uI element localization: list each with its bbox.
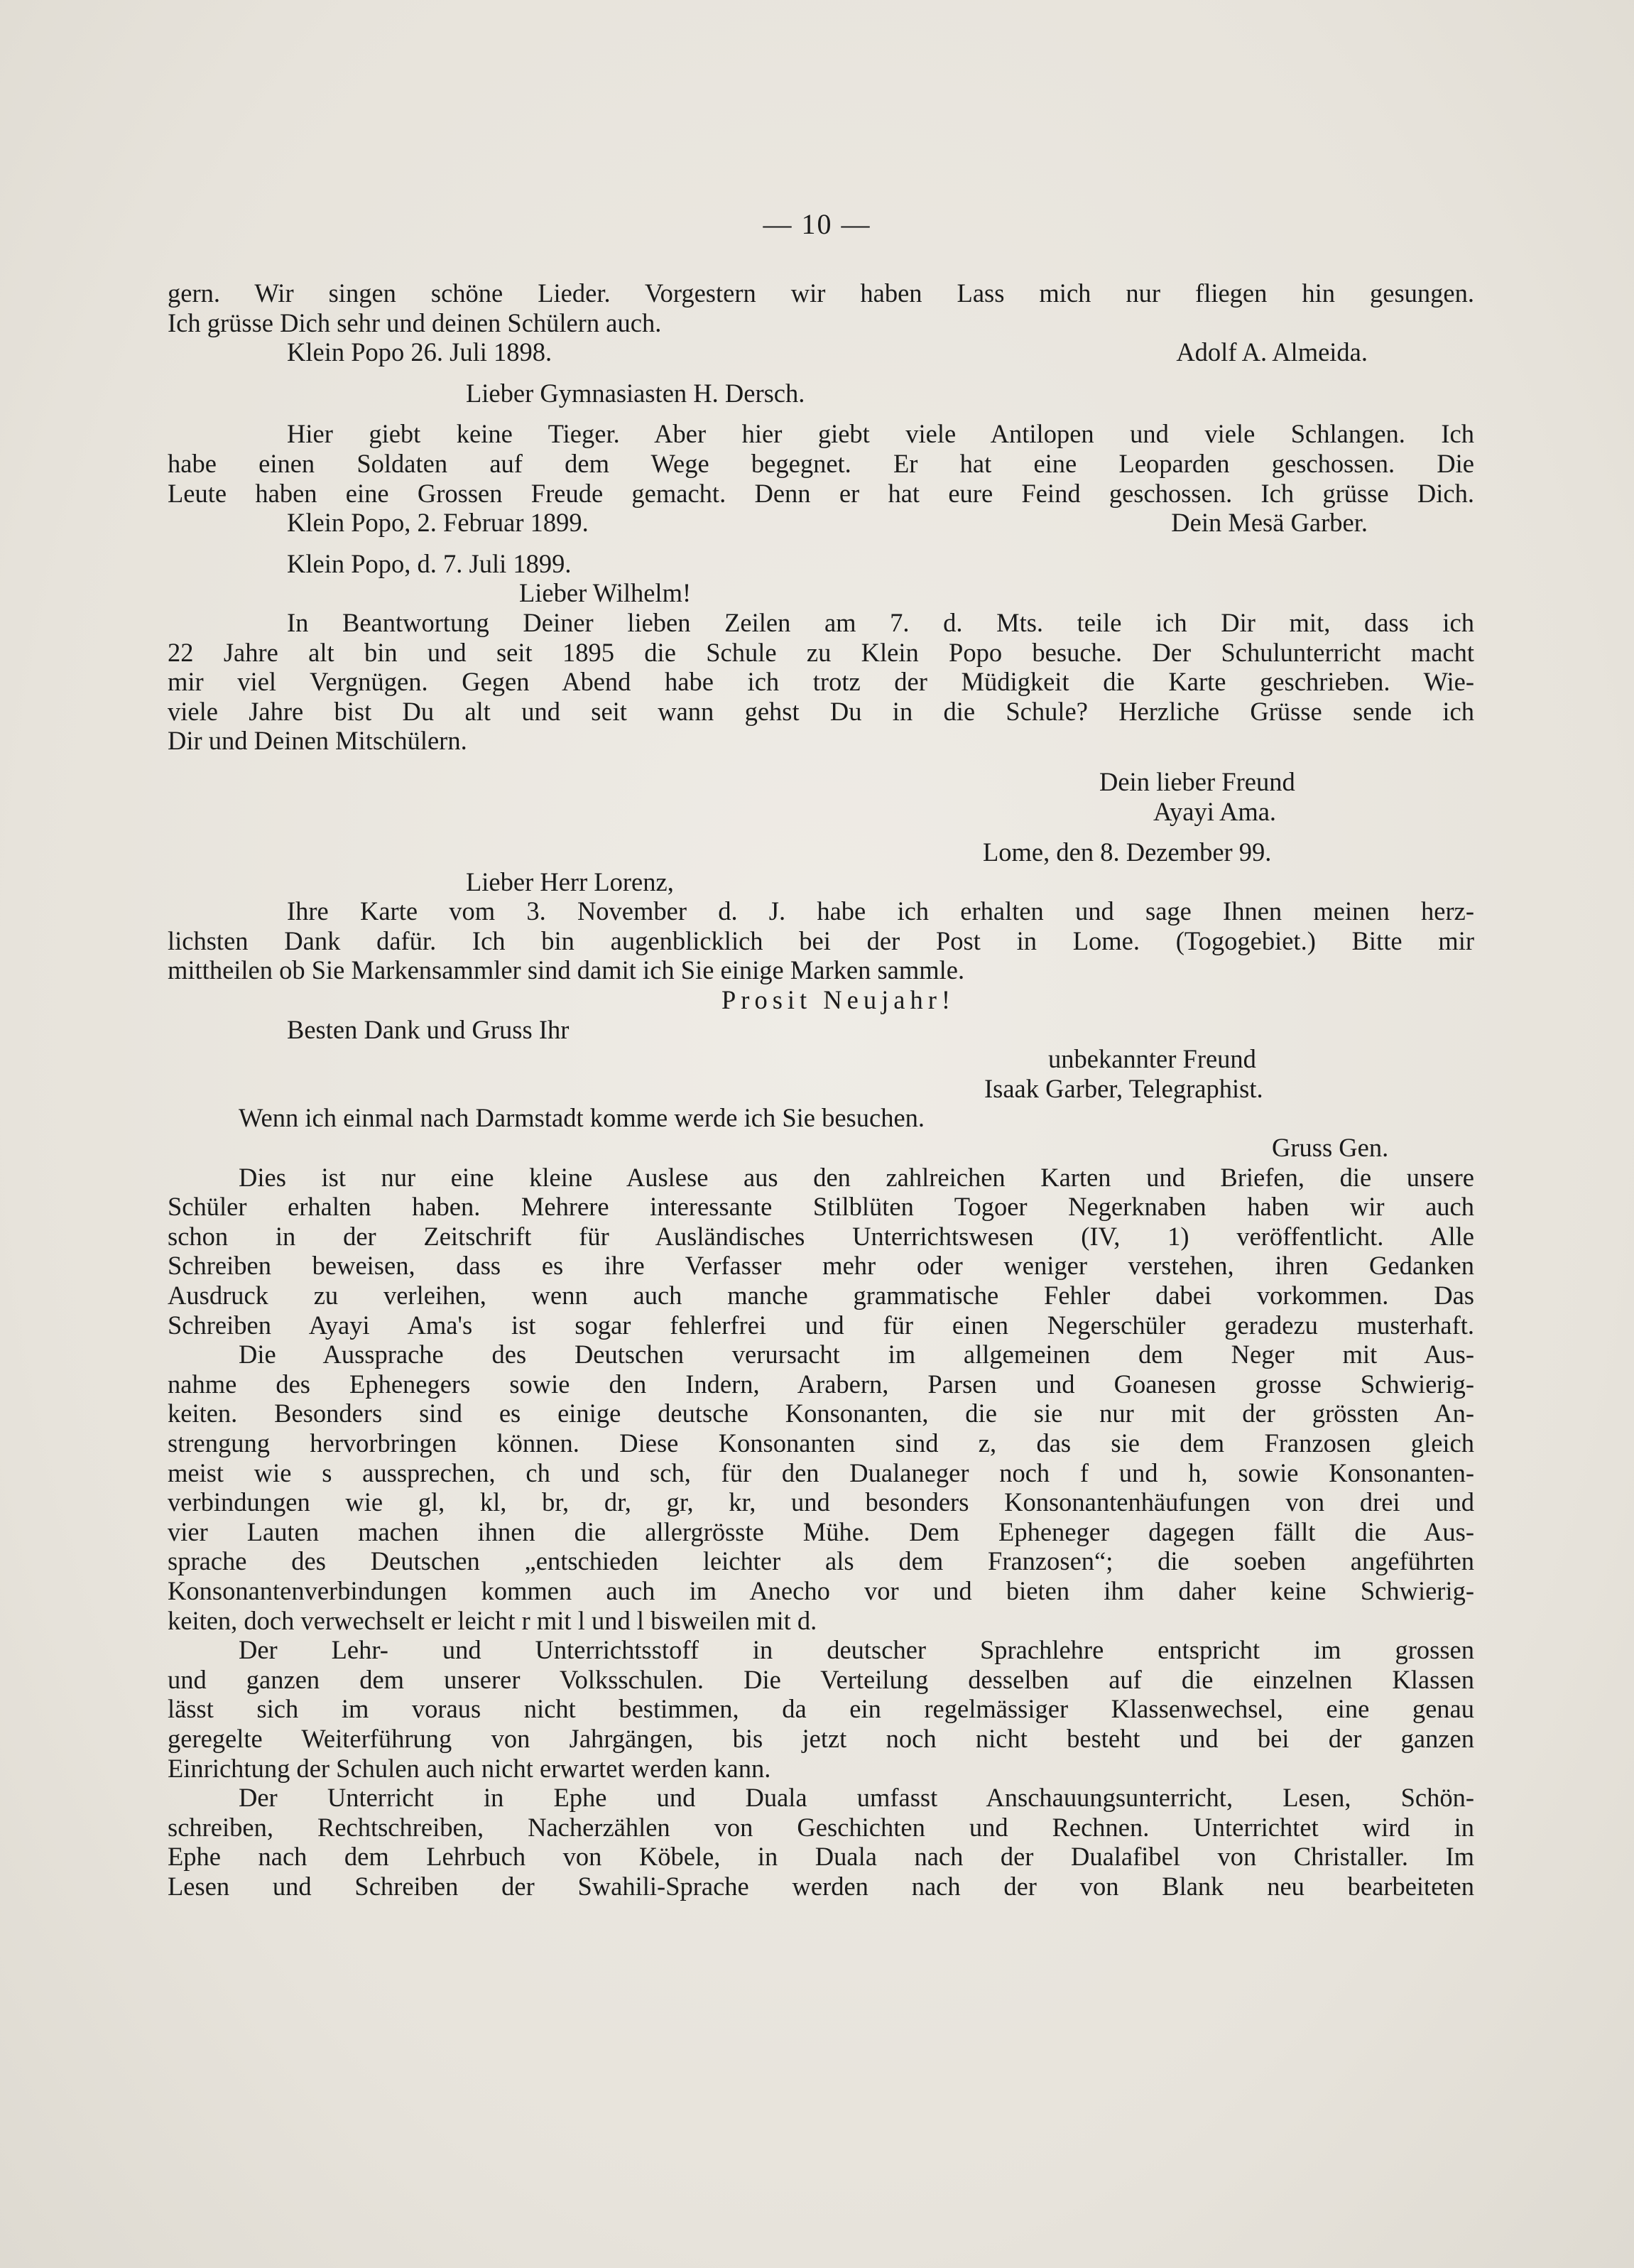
paragraph-line: strengung hervorbringen können. Diese Konsonanten sind z, das sie dem Franzosen gleich xyxy=(168,1428,1474,1458)
paragraph-line: Der Lehr- und Unterrichtsstoff in deutscher Sprachlehre entspricht im grossen xyxy=(239,1635,1474,1665)
paragraph-line: mittheilen ob Sie Markensammler sind damit ich Sie einige Marken sammle. xyxy=(168,955,965,985)
paragraph-line: Ich grüsse Dich sehr und deinen Schülern auch. xyxy=(168,308,662,337)
paragraph-line: Schüler erhalten haben. Mehrere interessante Stilblüten Togoer Negerknaben haben wir auch xyxy=(168,1192,1474,1222)
paragraph-line: habe einen Soldaten auf dem Wege begegnet. Er hat eine Leoparden geschossen. Die xyxy=(168,448,1474,478)
paragraph-line: lässt sich im voraus nicht bestimmen, da ein regelmässiger Klassenwechsel, eine genau xyxy=(168,1694,1474,1724)
paragraph-line: Die Aussprache des Deutschen verursacht im allgemeinen dem Neger mit Aus- xyxy=(239,1340,1474,1369)
letter-signature-row xyxy=(168,508,1474,538)
paragraph-line: keiten. Besonders sind es einige deutsche Konsonanten, die sie nur mit der grössten An- xyxy=(168,1399,1474,1428)
letter-salutation: Lieber Gymnasiasten H. Dersch. xyxy=(466,378,805,408)
paragraph-line: vier Lauten machen ihnen die allergrösste Mühe. Dem Epheneger dagegen fällt die Aus- xyxy=(168,1516,1474,1546)
paragraph-line: und ganzen dem unserer Volksschulen. Die Verteilung desselben auf die einzelnen Klassen xyxy=(168,1664,1474,1694)
paragraph-line: viele Jahre bist Du alt und seit wann gehst Du in die Schule? Herzliche Grüsse sende ich xyxy=(168,696,1474,726)
letter-salutation: Lieber Wilhelm! xyxy=(519,578,692,608)
paragraph-line: Lesen und Schreiben der Swahili-Sprache werden nach der von Blank neu bearbeiteten xyxy=(168,1871,1474,1901)
letter-salutation: Lieber Herr Lorenz, xyxy=(466,867,674,896)
letter-signature: Gruss Gen. xyxy=(1272,1133,1389,1163)
paragraph-line: Ausdruck zu verleihen, wenn auch manche grammatische Fehler dabei vorkommen. Das xyxy=(168,1281,1474,1310)
paragraph-line: Leute haben eine Grossen Freude gemacht. Denn er hat eure Feind geschossen. Ich grüsse Dich. xyxy=(168,478,1474,508)
paragraph-line: gern. Wir singen schöne Lieder. Vorgestern wir haben Lass mich nur fliegen hin gesungen. xyxy=(168,278,1474,308)
paragraph-line: mir viel Vergnügen. Gegen Abend habe ich trotz der Müdigkeit die Karte geschrieben. Wie- xyxy=(168,667,1474,697)
letter-signature-row xyxy=(168,337,1474,367)
letter-place-date: Klein Popo 26. Juli 1898. xyxy=(287,337,552,367)
letter-signature: Adolf A. Almeida. xyxy=(1176,337,1368,367)
paragraph-line: In Beantwortung Deiner lieben Zeilen am 7. d. Mts. teile ich Dir mit, dass ich xyxy=(287,607,1474,637)
letter-signature: Ayayi Ama. xyxy=(1153,796,1277,826)
paragraph-line: sprache des Deutschen „entschieden leichter als dem Franzosen“; die soeben angeführten xyxy=(168,1546,1474,1576)
page-number: — 10 — xyxy=(763,208,871,240)
document-body xyxy=(168,278,1474,1901)
letter-place-date: Klein Popo, 2. Februar 1899. xyxy=(287,508,589,538)
paragraph-line: Hier giebt keine Tieger. Aber hier giebt viele Antilopen und viele Schlangen. Ich xyxy=(287,419,1474,449)
paragraph-line: Einrichtung der Schulen auch nicht erwartet werden kann. xyxy=(168,1753,771,1783)
paragraph-line: 22 Jahre alt bin und seit 1895 die Schule zu Klein Popo besuche. Der Schulunterricht macht xyxy=(168,637,1474,667)
paragraph-line: verbindungen wie gl, kl, br, dr, gr, kr, und besonders Konsonantenhäufungen von drei und xyxy=(168,1487,1474,1517)
paragraph-line: Ephe nach dem Lehrbuch von Köbele, in Duala nach der Dualafibel von Christaller. Im xyxy=(168,1842,1474,1872)
paragraph-line: Konsonantenverbindungen kommen auch im Anecho vor und bieten ihm daher keine Schwierig- xyxy=(168,1575,1474,1605)
letter-closing: Besten Dank und Gruss Ihr xyxy=(287,1014,570,1044)
letter-signature: unbekannter Freund xyxy=(1048,1044,1256,1074)
letter-signature: Dein Mesä Garber. xyxy=(1171,508,1368,538)
paragraph-line: meist wie s aussprechen, ch und sch, für den Dualaneger noch f und h, sowie Konsonanten- xyxy=(168,1458,1474,1487)
paragraph-line: geregelte Weiterführung von Jahrgängen, bis jetzt noch nicht besteht und bei der ganzen xyxy=(168,1723,1474,1753)
paragraph-line: Wenn ich einmal nach Darmstadt komme werde ich Sie besuchen. xyxy=(239,1103,925,1133)
paragraph-line: Schreiben Ayayi Ama's ist sogar fehlerfrei und für einen Negerschüler geradezu musterhaft. xyxy=(168,1310,1474,1340)
paragraph-line: keiten, doch verwechselt er leicht r mit l und l bisweilen mit d. xyxy=(168,1605,817,1635)
paragraph-line: Schreiben beweisen, dass es ihre Verfasser mehr oder weniger verstehen, ihren Gedanken xyxy=(168,1251,1474,1281)
paragraph-line: schreiben, Rechtschreiben, Nacherzählen von Geschichten und Rechnen. Unterrichtet wird in xyxy=(168,1812,1474,1842)
paragraph-line: schon in der Zeitschrift für Ausländisches Unterrichtswesen (IV, 1) veröffentlicht. Alle xyxy=(168,1221,1474,1251)
paragraph-line: Der Unterricht in Ephe und Duala umfasst Anschauungsunterricht, Lesen, Schön- xyxy=(239,1783,1474,1813)
paragraph-line: lichsten Dank dafür. Ich bin augenblicklich bei der Post in Lome. (Togogebiet.) Bitte mir xyxy=(168,926,1474,955)
paragraph-line: Ihre Karte vom 3. November d. J. habe ich erhalten und sage Ihnen meinen herz- xyxy=(287,896,1474,926)
letter-signature: Dein lieber Freund xyxy=(1099,766,1295,796)
paragraph-line: Dies ist nur eine kleine Auslese aus den zahlreichen Karten und Briefen, die unsere xyxy=(239,1162,1474,1192)
letter-place-date: Lome, den 8. Dezember 99. xyxy=(983,837,1272,867)
letter-greeting-spaced: Prosit Neujahr! xyxy=(721,985,956,1015)
letter-signature: Isaak Garber, Telegraphist. xyxy=(984,1073,1263,1103)
letter-place-date: Klein Popo, d. 7. Juli 1899. xyxy=(287,548,572,578)
paragraph-line: Dir und Deinen Mitschülern. xyxy=(168,726,467,756)
paragraph-line: nahme des Ephenegers sowie den Indern, Arabern, Parsen und Goanesen grosse Schwierig- xyxy=(168,1369,1474,1399)
